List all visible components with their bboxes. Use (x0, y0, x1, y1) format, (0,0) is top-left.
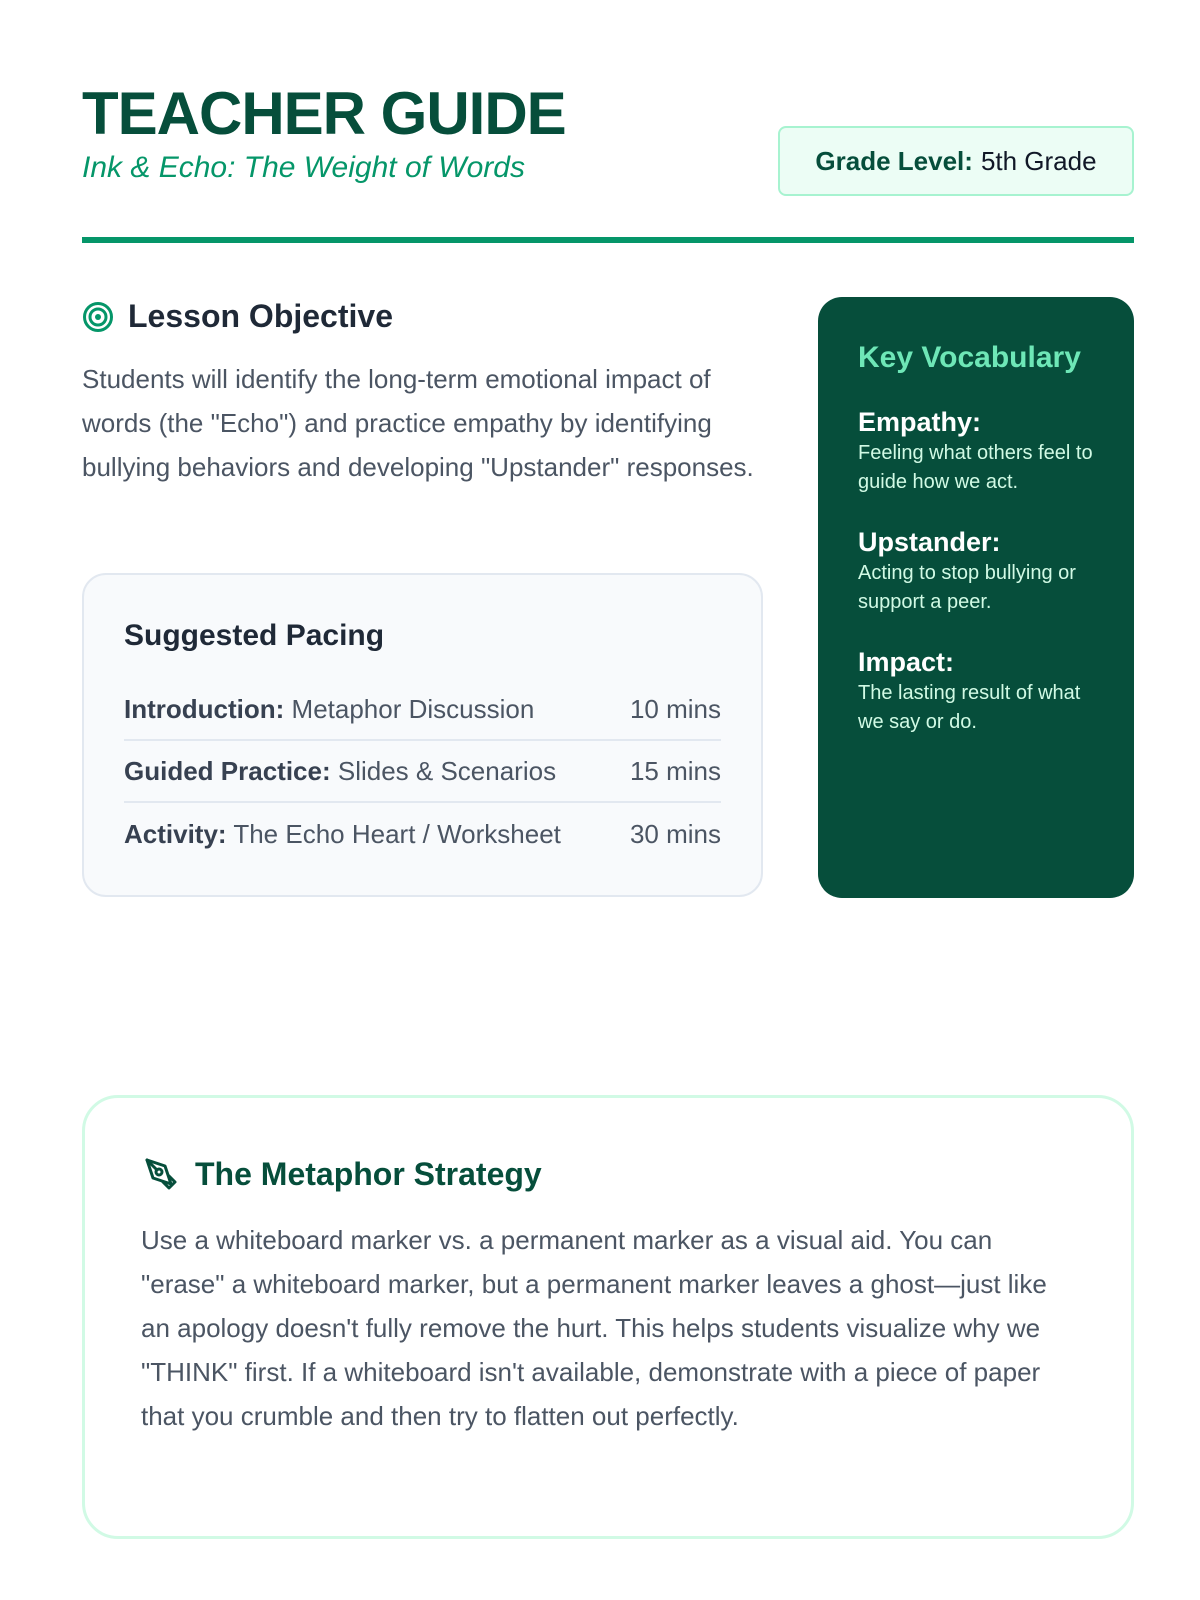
pacing-row-description (124, 694, 534, 725)
vocabulary-term-definition: Feeling what others feel to guide how we act. (858, 442, 1093, 493)
vocabulary-term-name: Upstander: (858, 527, 1001, 557)
pacing-activity: The Echo Heart / Worksheet (233, 818, 561, 849)
vocabulary-term (858, 525, 1094, 617)
page-header (82, 78, 1134, 243)
key-vocabulary-card (818, 297, 1134, 898)
pacing-time: 15 mins (629, 755, 721, 786)
pacing-row-description (124, 819, 561, 850)
lesson-objective-section (82, 298, 762, 489)
suggested-pacing-heading: Suggested Pacing (124, 619, 385, 652)
lesson-objective-header (82, 298, 762, 335)
vocabulary-term-definition: The lasting result of what we say or do. (858, 682, 1081, 733)
page-subtitle: Ink & Echo: The Weight of Words (82, 151, 525, 184)
key-vocabulary-heading: Key Vocabulary (858, 341, 1081, 374)
lesson-objective-heading: Lesson Objective (128, 298, 393, 334)
suggested-pacing-card (82, 573, 763, 897)
pacing-row (124, 803, 721, 865)
target-icon (82, 301, 114, 333)
pacing-time: 30 mins (629, 818, 721, 849)
pacing-row (124, 679, 721, 741)
metaphor-strategy-header (141, 1154, 1075, 1194)
pacing-time: 10 mins (629, 693, 721, 724)
pacing-row-description (124, 756, 556, 787)
pacing-phase: Activity: (124, 818, 227, 849)
pacing-activity: Slides & Scenarios (337, 755, 557, 786)
vocabulary-term-name: Impact: (858, 647, 955, 677)
vocabulary-term-definition: Acting to stop bullying or support a peer. (858, 562, 1076, 613)
grade-level-badge (778, 126, 1134, 196)
metaphor-strategy-card (82, 1095, 1134, 1539)
vocabulary-term (858, 405, 1094, 497)
metaphor-strategy-heading: The Metaphor Strategy (195, 1155, 542, 1192)
pacing-activity: Metaphor Discussion (291, 693, 535, 724)
pacing-phase: Guided Practice: (124, 755, 331, 786)
vocabulary-term-name: Empathy: (858, 407, 982, 437)
metaphor-strategy-text: Use a whiteboard marker vs. a permanent marker as a visual aid. You can "erase" a whiteboard marker, but a permanent marker leaves a ghost—just like an apology doesn't fully remove the hurt. This helps students visualize why we "THINK" first. If a whiteboard isn't available, demonstrate with a piece of paper that you crumble and then try to flatten out perfectly. (141, 1225, 1047, 1431)
pen-icon (141, 1154, 181, 1194)
grade-level-value: 5th Grade (980, 145, 1097, 176)
pacing-row (124, 741, 721, 803)
vocabulary-term (858, 645, 1094, 737)
grade-level-label: Grade Level: (815, 145, 973, 176)
pacing-phase: Introduction: (124, 693, 285, 724)
page-title: TEACHER GUIDE (82, 80, 566, 147)
lesson-objective-text: Students will identify the long-term emotional impact of words (the "Echo") and practice empathy by identifying bullying behaviors and developing "Upstander" responses. (82, 364, 754, 482)
